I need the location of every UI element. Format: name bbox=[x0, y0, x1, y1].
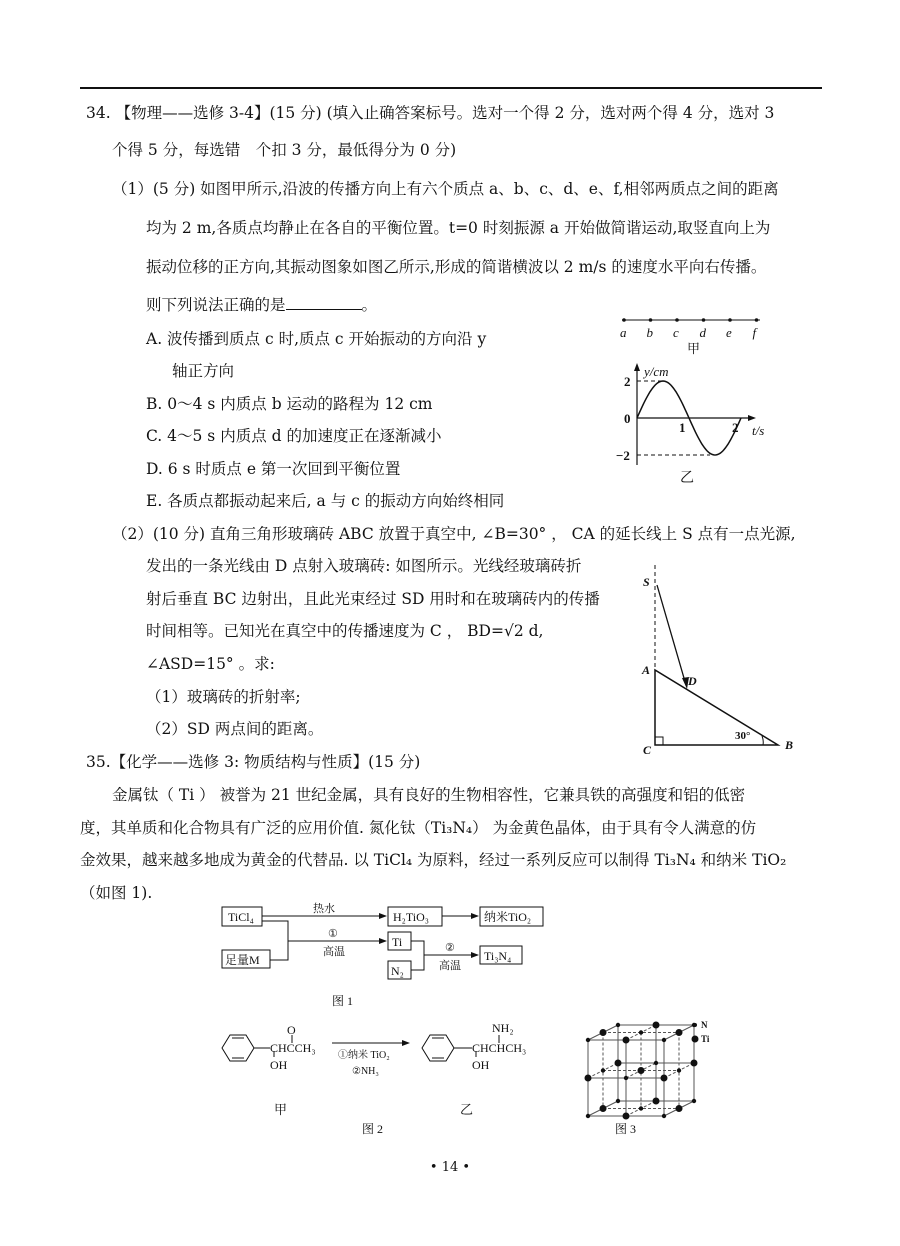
ti-atom bbox=[676, 1105, 683, 1112]
n-atom bbox=[654, 1061, 658, 1065]
q34-p2-line3: 射后垂直 BC 边射出，且此光束经过 SD 用时和在玻璃砖内的传播 bbox=[146, 590, 600, 608]
particle-label: d bbox=[699, 325, 706, 340]
q34-p1-line4 bbox=[146, 295, 377, 315]
q34-p2-sub2: （2）SD 两点间的距离。 bbox=[146, 720, 324, 738]
label-a: A bbox=[642, 663, 651, 677]
figure-3-caption: 图 3 bbox=[615, 1122, 637, 1136]
condition-1: ①纳米 TiO₂ bbox=[338, 1050, 390, 1061]
q35-line4: （如图 1). bbox=[80, 884, 153, 902]
x-tick-2: 2 bbox=[732, 420, 739, 435]
wave-figure bbox=[600, 310, 800, 490]
y-tick-0: 0 bbox=[624, 411, 631, 426]
ti-atom bbox=[585, 1075, 592, 1082]
reactant-name: 甲 bbox=[274, 1102, 288, 1117]
ti-atom bbox=[615, 1060, 622, 1067]
particle-label: f bbox=[752, 325, 757, 340]
option-e: E. 各质点都振动起来后, a 与 c 的振动方向始终相同 bbox=[146, 492, 505, 510]
n-atom bbox=[616, 1099, 620, 1103]
product-nh2: NH₂ bbox=[492, 1021, 514, 1035]
figure-1-flowchart bbox=[210, 900, 570, 1015]
q34-p2-line4: 时间相等。已知光在真空中的传播速度为 C ， BD=√2 d, bbox=[146, 622, 544, 640]
figure-2-caption: 图 2 bbox=[362, 1122, 384, 1136]
n-atom bbox=[639, 1106, 643, 1110]
reactant-oh: OH bbox=[270, 1058, 288, 1072]
x-tick-1: 1 bbox=[679, 420, 686, 435]
option-c: C. 4～5 s 内质点 d 的加速度正在逐渐减小 bbox=[146, 427, 442, 445]
benzene-ring-reactant bbox=[222, 1035, 254, 1061]
label-nano-tio2: 纳米TiO₂ bbox=[484, 910, 532, 924]
condition-2: ②NH₃ bbox=[352, 1066, 379, 1077]
prompt-end: 。 bbox=[361, 296, 378, 314]
label-h2tio3: H₂TiO₃ bbox=[393, 910, 429, 924]
answer-blank[interactable] bbox=[286, 295, 362, 310]
n-atom bbox=[662, 1114, 666, 1118]
ti-atom bbox=[623, 1113, 630, 1120]
option-a-cont: 轴正方向 bbox=[172, 362, 235, 380]
x-axis-arrow-icon bbox=[748, 415, 756, 421]
label-n2: N₂ bbox=[391, 964, 404, 978]
q35-line2: 度，其单质和化合物具有广泛的应用价值. 氮化钛（Ti₃N₄） 为金黄色晶体，由于具有令人满意的仿 bbox=[80, 819, 757, 837]
particle-e-dot bbox=[728, 318, 732, 322]
ti-atom bbox=[600, 1105, 607, 1112]
n-atom bbox=[601, 1068, 605, 1072]
q34-p2-line1: （2）(10 分) 直角三角形玻璃砖 ABC 放置于真空中, ∠B=30° ， CA 的延长线上 S 点有一点光源, bbox=[112, 525, 796, 543]
particle-a-dot bbox=[622, 318, 626, 322]
q34-p2-line2: 发出的一条光线由 D 点射入玻璃砖: 如图所示。光线经玻璃砖折 bbox=[146, 557, 582, 575]
ti-atom bbox=[623, 1037, 630, 1044]
right-angle-mark bbox=[655, 737, 663, 745]
option-a: A. 波传播到质点 c 时,质点 c 开始振动的方向沿 y bbox=[146, 330, 487, 348]
particle-d-dot bbox=[702, 318, 706, 322]
particle-label: e bbox=[726, 325, 732, 340]
particle-c-dot bbox=[675, 318, 679, 322]
ti-atom bbox=[661, 1075, 668, 1082]
q34-p2-sub1: （1）玻璃砖的折射率; bbox=[146, 688, 301, 706]
q35-line1: 金属钛（ Ti ） 被誉为 21 世纪金属，具有良好的生物相容性，它兼具铁的高强度和铝的低密 bbox=[112, 786, 746, 804]
q34-p1-line3: 振动位移的正方向,其振动图象如图乙所示,形成的简谐横波以 2 m/s 的速度水平向右传播。 bbox=[146, 258, 767, 276]
figure-3-crystal-lattice bbox=[580, 1010, 720, 1145]
ti-atom bbox=[600, 1029, 607, 1036]
q34-p2-line5: ∠ASD=15° 。求: bbox=[146, 655, 275, 673]
label-c: C bbox=[643, 743, 652, 757]
n-atom bbox=[639, 1030, 643, 1034]
n-atom bbox=[662, 1038, 666, 1042]
n-atom bbox=[586, 1114, 590, 1118]
label-s: S bbox=[643, 575, 650, 589]
header-rule bbox=[80, 87, 822, 89]
option-d: D. 6 s 时质点 e 第一次回到平衡位置 bbox=[146, 460, 401, 478]
y-axis-arrow-icon bbox=[634, 363, 640, 371]
label-m: 足量M bbox=[225, 953, 260, 967]
ti-atom bbox=[653, 1098, 660, 1105]
benzene-ring-product bbox=[422, 1035, 454, 1061]
page-number: • 14 • bbox=[429, 1160, 471, 1175]
legend-n-dot bbox=[693, 1023, 697, 1027]
label-d: D bbox=[688, 674, 697, 688]
figure-2-reaction bbox=[210, 1015, 580, 1145]
product-oh: OH bbox=[472, 1058, 490, 1072]
label-ticl4: TiCl₄ bbox=[228, 910, 254, 924]
triangle-figure bbox=[630, 560, 810, 760]
label-high-temp-2: 高温 bbox=[439, 960, 461, 972]
y-axis-label: y/cm bbox=[644, 364, 669, 379]
label-step1: ① bbox=[328, 928, 338, 940]
q34-header-line2: 个得 5 分，每选错 个扣 3 分，最低得分为 0 分) bbox=[112, 141, 457, 159]
reactant-chain: CHCCH₃ bbox=[270, 1041, 316, 1055]
label-ti: Ti bbox=[392, 935, 403, 949]
angle-b-arc bbox=[762, 736, 763, 745]
particle-label: c bbox=[673, 325, 679, 340]
option-b: B. 0～4 s 内质点 b 运动的路程为 12 cm bbox=[146, 395, 433, 413]
particle-label: b bbox=[646, 325, 653, 340]
x-axis-label: t/s bbox=[752, 423, 765, 438]
label-angle: 30° bbox=[735, 730, 751, 742]
n-atom bbox=[624, 1076, 628, 1080]
ti-atom bbox=[691, 1060, 698, 1067]
reaction-arrow-icon bbox=[402, 1040, 410, 1046]
ti-atom bbox=[653, 1022, 660, 1029]
y-tick-2: 2 bbox=[624, 374, 631, 389]
label-high-temp-1: 高温 bbox=[323, 946, 345, 958]
legend-n: N bbox=[701, 1020, 708, 1030]
n-atom bbox=[692, 1099, 696, 1103]
y-tick-neg2: −2 bbox=[616, 448, 630, 463]
caption-yi: 乙 bbox=[680, 471, 694, 486]
reactant-o: O bbox=[287, 1023, 296, 1037]
question-prompt: 则下列说法正确的是 bbox=[146, 296, 286, 314]
q34-p1-line2: 均为 2 m,各质点均静止在各自的平衡位置。t=0 时刻振源 a 开始做简谐运动,取竖直向上为 bbox=[146, 219, 771, 237]
triangle-abc bbox=[655, 670, 778, 745]
q35-header: 35.【化学——选修 3: 物质结构与性质】(15 分) bbox=[86, 753, 421, 771]
ti-atom bbox=[676, 1029, 683, 1036]
ti-atom bbox=[638, 1067, 645, 1074]
n-atom bbox=[677, 1068, 681, 1072]
particle-b-dot bbox=[649, 318, 653, 322]
label-b: B bbox=[785, 738, 794, 752]
product-chain: CHCHCH₃ bbox=[472, 1041, 527, 1055]
legend-ti: Ti bbox=[701, 1034, 710, 1044]
light-ray bbox=[657, 585, 686, 685]
product-name: 乙 bbox=[460, 1102, 474, 1117]
q34-p1-line1: （1）(5 分) 如图甲所示,沿波的传播方向上有六个质点 a、b、c、d、e、f,相邻两质点之间的距离 bbox=[112, 180, 779, 198]
particle-f-dot bbox=[755, 318, 759, 322]
figure-1-caption: 图 1 bbox=[332, 994, 354, 1008]
q35-line3: 金效果，越来越多地成为黄金的代替品. 以 TiCl₄ 为原料，经过一系列反应可以制得 Ti₃N₄ 和纳米 TiO₂ bbox=[80, 851, 787, 869]
label-hot-water: 热水 bbox=[313, 903, 335, 915]
label-step2: ② bbox=[445, 942, 455, 954]
n-atom bbox=[586, 1038, 590, 1042]
n-atom bbox=[616, 1023, 620, 1027]
q34-header-line1: 34. 【物理——选修 3-4】(15 分) (填入止确答案标号。选对一个得 2 分，选对两个得 4 分，选对 3 bbox=[86, 104, 775, 122]
particle-label: a bbox=[620, 325, 627, 340]
legend-ti-dot bbox=[692, 1036, 699, 1043]
caption-jia: 甲 bbox=[687, 341, 701, 356]
label-ti3n4: Ti₃N₄ bbox=[484, 949, 512, 963]
